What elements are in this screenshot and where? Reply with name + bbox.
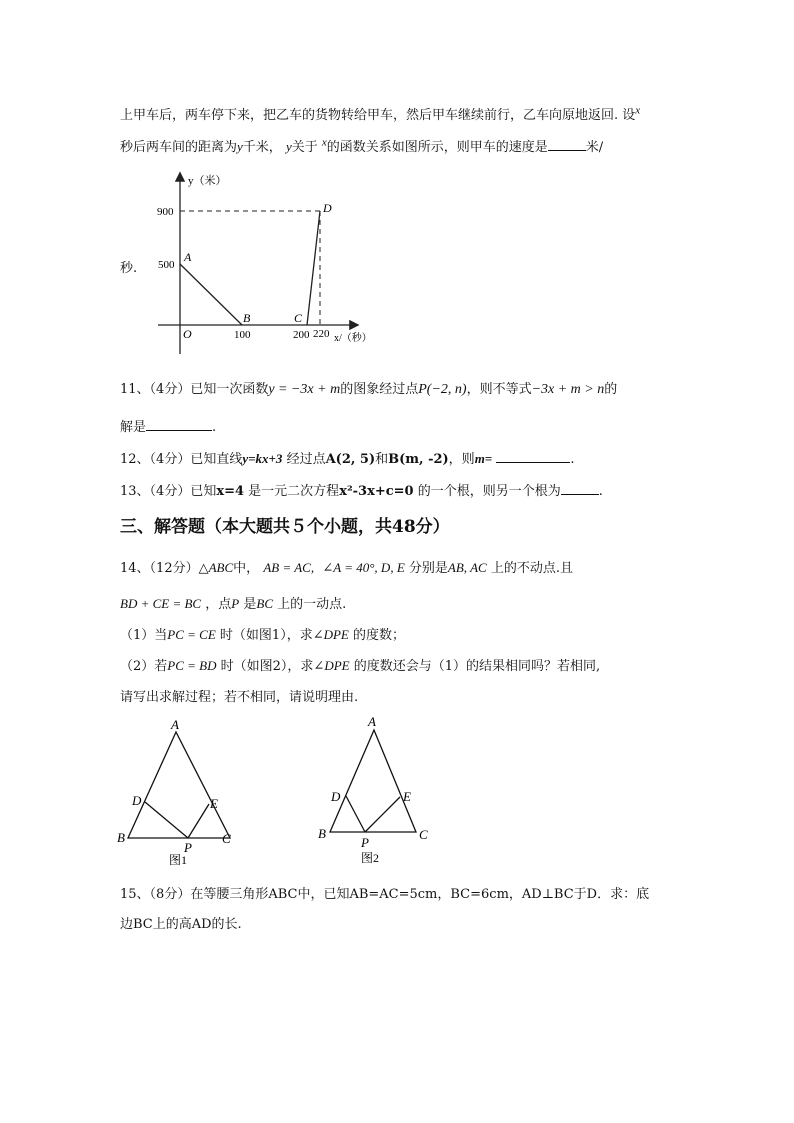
var-y: y — [237, 139, 243, 154]
q11-line2: 解是 . — [120, 420, 217, 435]
q12-h: m= — [474, 451, 493, 466]
q10-text-2d: 的函数关系如图所示，则甲车的速度是 — [326, 140, 548, 155]
q11-prefix: 11、（4分）已知一次函数 — [120, 382, 269, 397]
q13-a: 13、（4分）已知 — [120, 484, 217, 499]
q11-end: 的 — [604, 382, 618, 397]
q12-line — [120, 448, 575, 467]
q11-point: P(−2, n) — [418, 382, 467, 397]
q15-line1: 15、（8分）在等腰三角形ABC中，已知AB=AC=5cm，BC=6cm，AD⊥BC于D．求：底 — [120, 887, 650, 902]
q14-p2b: PC = BD — [167, 658, 217, 673]
var-x-2: x — [321, 136, 327, 149]
q14-part2-line2: 请写出求解过程；若不相同，请说明理由. — [120, 690, 359, 705]
point-c-label: C — [294, 311, 303, 325]
fig2-label-e: E — [403, 789, 411, 804]
q13-f: . — [598, 484, 603, 499]
y-axis-label: y（米） — [188, 175, 227, 187]
q10-line1 — [120, 104, 640, 123]
q14-p2e: 的度数还会与（1）的结果相同吗？若相同, — [353, 659, 601, 674]
fig2-segment-dp — [346, 796, 365, 832]
q13-d: x²-3x+c=0 — [339, 484, 414, 499]
segment-ab — [180, 264, 242, 325]
q11-mid2: ，则不等式 — [466, 382, 532, 397]
fig1-segment-dp — [145, 802, 188, 838]
q14-t1: 中， — [233, 561, 260, 576]
point-a-label: A — [184, 250, 192, 264]
q14-t3: AB, AC — [447, 560, 487, 575]
fig2-label-b: B — [318, 826, 326, 841]
fig2-segment-pe — [365, 797, 400, 832]
q14-p1d: ∠DPE — [312, 627, 349, 642]
point-b-label: B — [243, 311, 251, 325]
q14-eq1: AB = AC, — [263, 560, 315, 575]
q14-prefix: 14、（12分） — [120, 561, 199, 576]
fig1-segment-pe — [188, 804, 209, 838]
q10-text-2b: 千米， — [242, 140, 282, 155]
q14-l2d: 是 — [243, 597, 257, 612]
fig1-label-b: B — [117, 830, 125, 845]
fig1-label-c: C — [222, 831, 231, 846]
q14-p1b: PC = CE — [167, 627, 216, 642]
segment-cd — [307, 211, 320, 325]
q15-line2: 边BC上的高AD的长. — [120, 917, 242, 932]
q14-l2f: 上的一动点. — [277, 597, 347, 612]
q14-tri: △ABC — [198, 560, 234, 575]
q14-p2d: ∠DPE — [313, 658, 350, 673]
answer-blank-11[interactable] — [146, 418, 212, 431]
xtick-100: 100 — [234, 329, 251, 341]
fig2-label-c: C — [419, 827, 428, 842]
ytick-500: 500 — [158, 259, 175, 271]
q12-f: B(m, -2) — [388, 452, 449, 467]
q12-i: . — [570, 452, 575, 467]
q14-l2b: ，点 — [205, 597, 232, 612]
var-x: x — [635, 104, 641, 117]
q14-l2c: P — [231, 596, 240, 611]
fig2-label-d: D — [331, 789, 341, 804]
q14-p1e: 的度数； — [353, 628, 406, 643]
figure-2 — [318, 714, 428, 865]
q13-line — [120, 480, 603, 499]
q14-l2a: BD + CE = BC — [120, 596, 202, 611]
q14-p1a: （1）当 — [120, 628, 168, 643]
q10-text-1: 上甲车后，两车停下来，把乙车的货物转给甲车，然后甲车继续前行，乙车向原地返回. 设 — [120, 108, 636, 123]
origin-label: O — [183, 327, 192, 341]
fig1-label-p: P — [184, 840, 192, 855]
q10-text-2c: 关于 — [291, 140, 318, 155]
section-3-title: 三、解答题（本大题共５个小题，共48分） — [120, 517, 450, 537]
q14-p1c: 时（如图1），求 — [219, 628, 313, 643]
q14-part2 — [120, 655, 600, 674]
q14-p2c: 时（如图2），求 — [220, 659, 314, 674]
q14-l2e: BC — [256, 596, 273, 611]
q11-ineq: −3x + m > n — [531, 382, 605, 397]
ytick-900: 900 — [157, 206, 174, 218]
answer-blank-13[interactable] — [561, 482, 599, 495]
q12-a: 12、（4分）已知直线 — [120, 452, 243, 467]
figure-1 — [117, 717, 231, 867]
q13-b: x=4 — [216, 484, 245, 499]
q14-p2a: （2）若 — [120, 659, 168, 674]
xtick-220: 220 — [313, 328, 330, 340]
fig2-caption: 图2 — [361, 851, 380, 865]
fig2-label-p: P — [361, 835, 369, 850]
xtick-200: 200 — [293, 329, 310, 341]
x-axis-label: x/（秒） — [334, 333, 372, 344]
q13-c: 是一元二次方程 — [248, 484, 340, 499]
answer-blank-10[interactable] — [548, 138, 586, 151]
q10-line3 — [120, 257, 137, 276]
var-y-2: y — [285, 139, 292, 154]
q10-text-2e: 米/ — [585, 140, 604, 155]
q12-g: ，则 — [448, 452, 475, 467]
q11-func: y = −3x + m — [268, 382, 341, 397]
q12-e: 和 — [375, 452, 389, 467]
q14-t2: 分别是 — [408, 561, 448, 576]
q14-line1 — [120, 557, 573, 576]
q10-text-3: 秒. — [120, 261, 138, 276]
fig2-triangle — [330, 730, 416, 832]
q11-mid: 的图象经过点 — [340, 382, 419, 397]
q11-line2-text: 解是 — [120, 420, 147, 435]
q14-t4: 上的不动点.且 — [490, 561, 573, 576]
q11-line1 — [120, 378, 617, 398]
point-d-label: D — [323, 201, 332, 215]
distance-time-graph — [150, 168, 390, 358]
triangle-figures — [112, 712, 452, 872]
fig1-label-a: A — [171, 717, 179, 732]
q14-part1 — [120, 624, 405, 643]
answer-blank-12[interactable] — [496, 450, 570, 463]
q14-line2 — [120, 593, 346, 612]
fig1-caption: 图1 — [169, 853, 188, 867]
fig1-label-d: D — [132, 793, 142, 808]
q12-d: A(2, 5) — [325, 452, 376, 467]
q13-e: 的一个根，则另一个根为 — [417, 484, 561, 499]
q12-c: 经过点 — [286, 452, 326, 467]
q10-text-2a: 秒后两车间的距离为 — [120, 140, 238, 155]
q12-b: y=kx+3 — [242, 451, 283, 466]
fig1-triangle — [128, 732, 230, 838]
fig2-label-a: A — [368, 714, 376, 729]
q14-eq2: ∠A = 40°, D, E — [322, 560, 405, 575]
fig1-label-e: E — [210, 796, 218, 811]
q10-line2 — [120, 136, 603, 155]
